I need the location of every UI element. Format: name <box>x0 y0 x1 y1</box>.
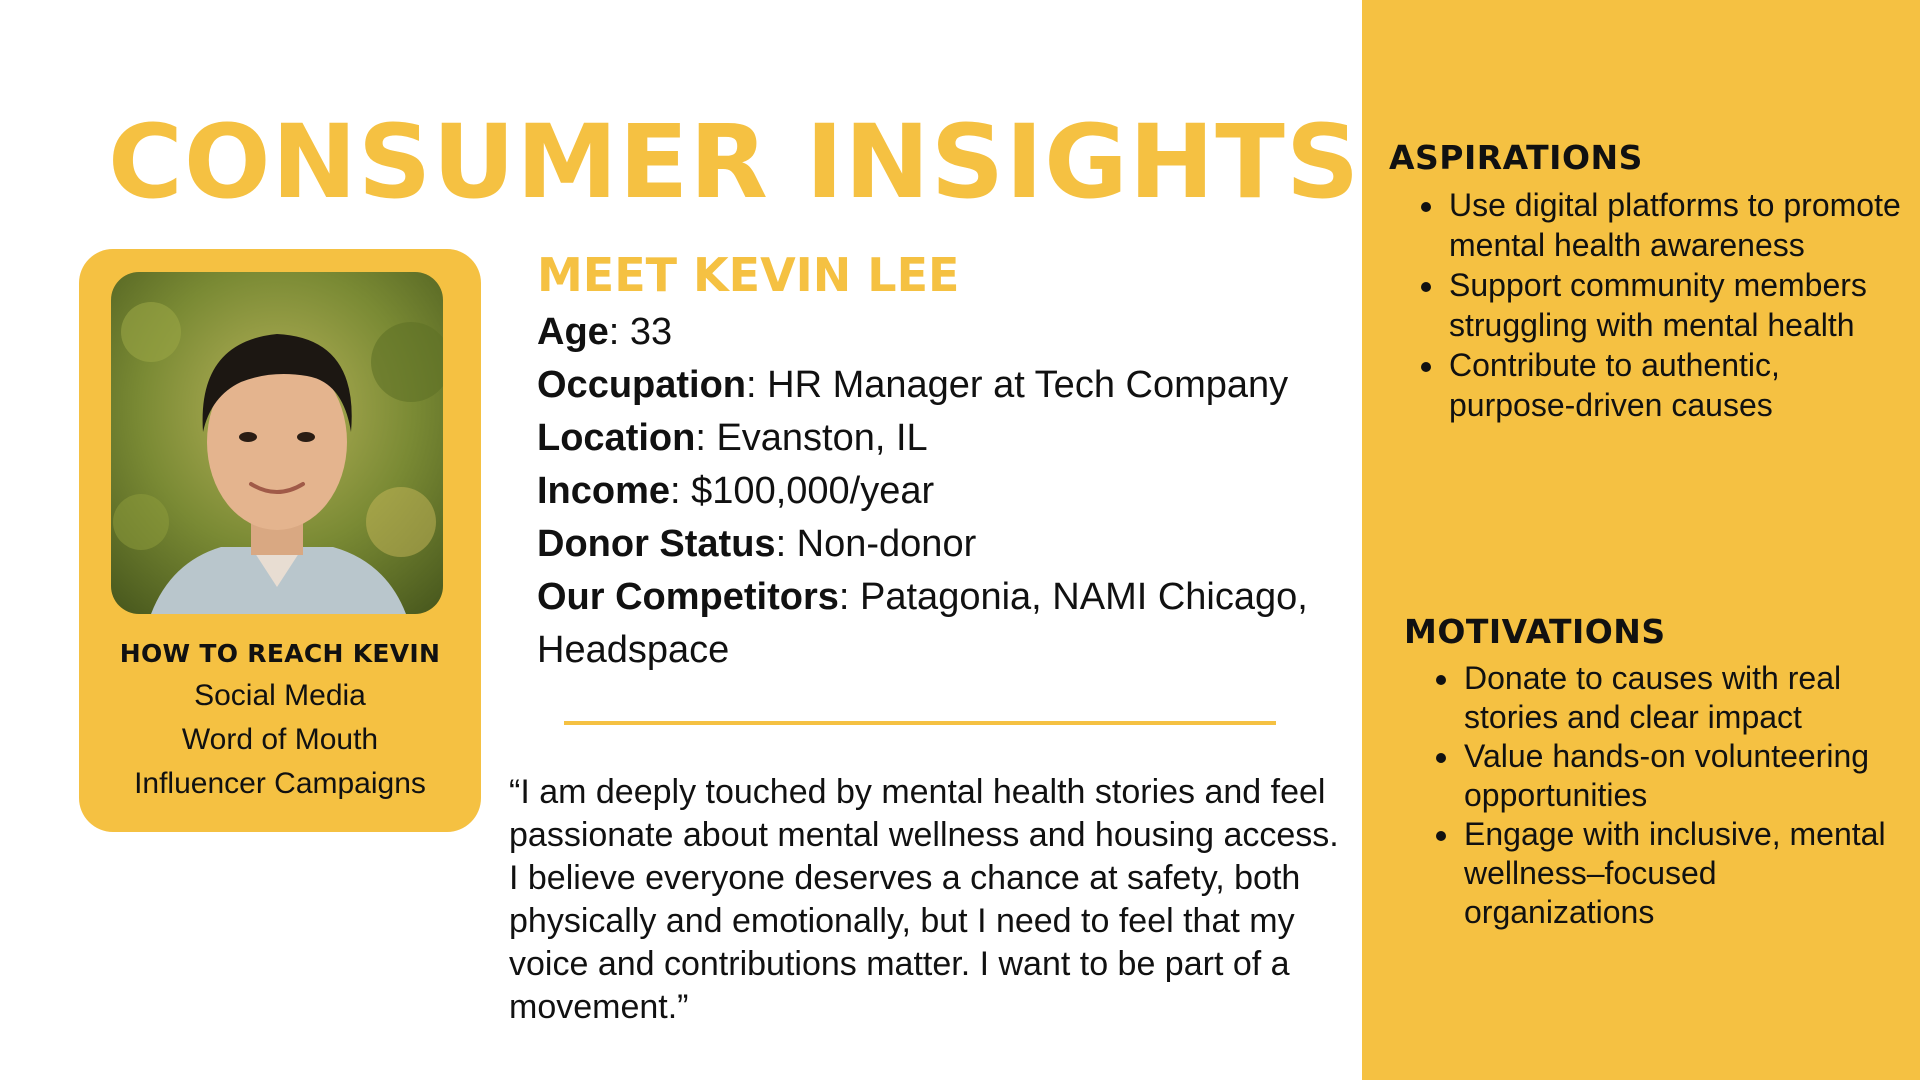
detail-value: : 33 <box>608 311 673 353</box>
detail-value: : Evanston, IL <box>695 417 928 459</box>
detail-value: : Non-donor <box>775 523 977 565</box>
reach-channel-list <box>79 674 481 806</box>
persona-photo <box>111 272 443 614</box>
persona-portrait <box>111 272 443 614</box>
detail-location <box>537 412 1337 465</box>
how-to-reach-section <box>79 639 481 806</box>
detail-competitors <box>537 571 1337 677</box>
detail-income <box>537 465 1337 518</box>
motivation-item: • Donate to causes with real stories and clear impact <box>1462 659 1904 737</box>
motivation-item: • Engage with inclusive, mental wellness–focused organizations <box>1462 815 1904 932</box>
detail-label: Income <box>537 470 671 512</box>
detail-value: : $100,000/year <box>670 470 935 512</box>
detail-age <box>537 306 1337 359</box>
persona-card <box>79 249 481 832</box>
aspiration-item: • Use digital platforms to promote mental health awareness <box>1447 185 1909 265</box>
persona-name-heading: MEET KEVIN LEE <box>537 248 960 302</box>
motivations-section <box>1404 612 1904 932</box>
detail-label: Occupation <box>537 364 747 406</box>
insights-panel <box>1362 0 1920 1080</box>
reach-channel: Influencer Campaigns <box>134 767 426 800</box>
motivations-list <box>1404 659 1904 932</box>
how-to-reach-heading: HOW TO REACH KEVIN <box>119 639 441 668</box>
detail-donor-status <box>537 518 1337 571</box>
persona-details <box>537 306 1337 677</box>
divider <box>564 721 1276 725</box>
motivation-item: • Value hands-on volunteering opportunities <box>1462 737 1904 815</box>
persona-quote: “I am deeply touched by mental health stories and feel passionate about mental wellness and housing access. I believe everyone deserves a chance at safety, both physically and emotionally, but I need to feel that my voice and contributions matter. I want to be part of a movement.” <box>509 773 1339 1026</box>
detail-value: : Patagonia, NAMI Chicago, Headspace <box>537 576 1308 671</box>
reach-channel: Social Media <box>194 679 366 712</box>
detail-label: Donor Status <box>537 523 776 565</box>
motivations-heading: MOTIVATIONS <box>1404 612 1666 651</box>
aspiration-item: • Support community members struggling with mental health <box>1447 265 1909 345</box>
detail-value: : HR Manager at Tech Company <box>746 364 1289 406</box>
detail-label: Location <box>537 417 696 459</box>
detail-occupation <box>537 359 1337 412</box>
aspirations-list <box>1389 185 1909 425</box>
aspirations-heading: ASPIRATIONS <box>1389 138 1643 177</box>
page-title: CONSUMER INSIGHTS <box>108 103 1361 222</box>
detail-label: Age <box>537 311 609 353</box>
aspiration-item: • Contribute to authentic, purpose-driven causes <box>1447 345 1909 425</box>
reach-channel: Word of Mouth <box>181 723 379 756</box>
aspirations-section <box>1389 138 1909 425</box>
detail-label: Our Competitors <box>537 576 839 618</box>
